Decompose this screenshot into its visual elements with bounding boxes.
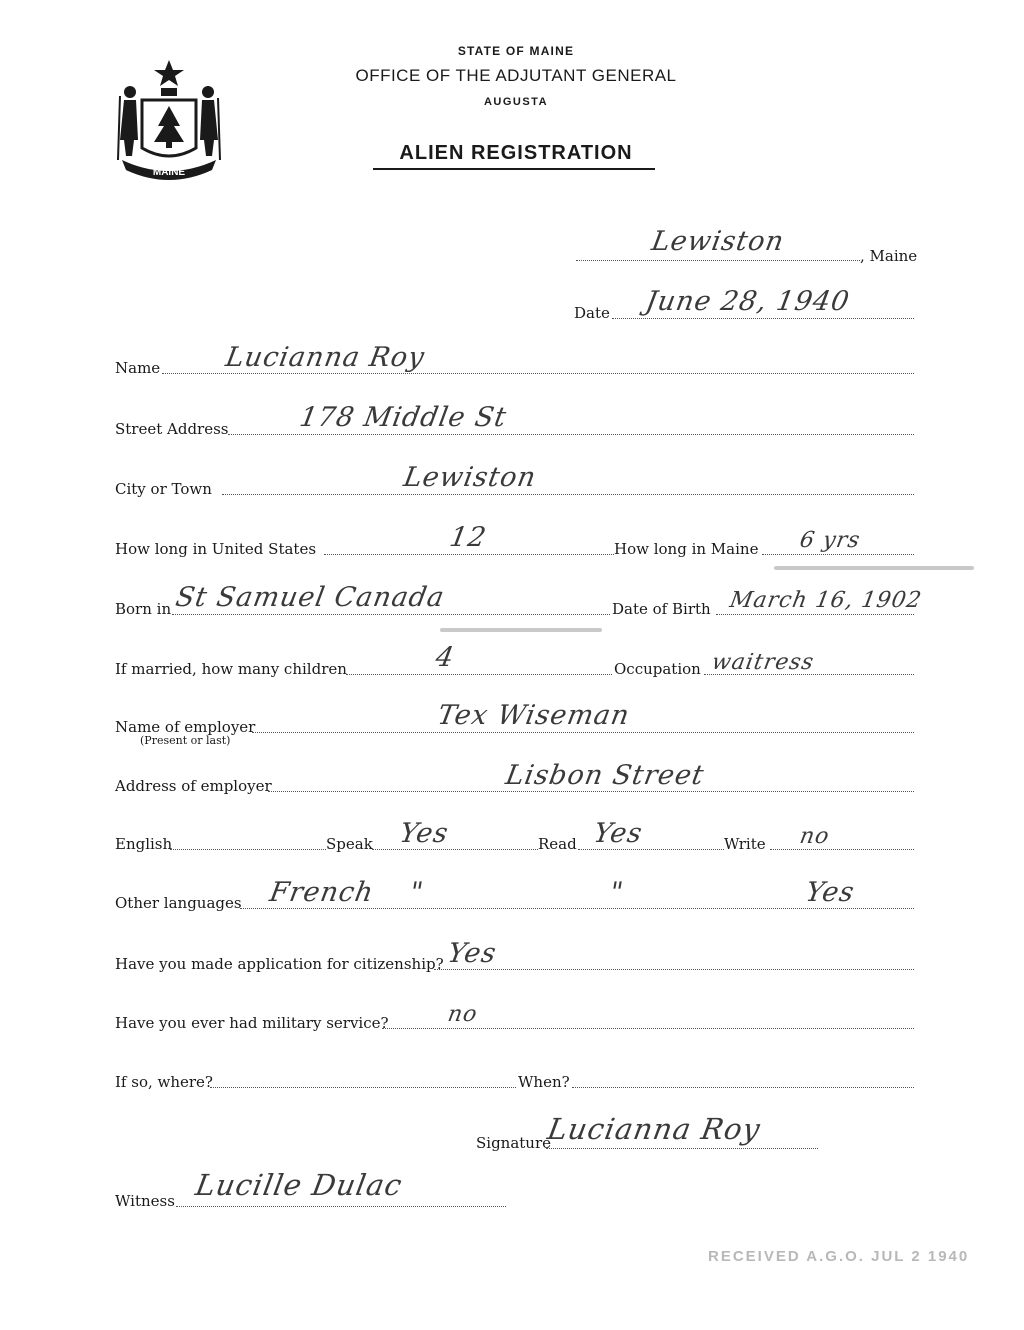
header-city: AUGUSTA [483,96,549,108]
where-line [210,1087,516,1088]
dob-line [716,614,914,615]
how-long-maine-line [762,554,914,555]
speak-entry: Yes [397,818,452,849]
place-entry: Lewiston [649,226,787,257]
other-write-entry: Yes [803,877,858,908]
how-long-us-line [324,554,614,555]
read-entry: Yes [591,818,646,849]
employer-sublabel: (Present or last) [140,734,231,747]
read-line [578,849,724,850]
ink-smudge [440,628,602,632]
when-label: When? [518,1073,570,1091]
born-in-line [172,614,610,615]
english-line [170,849,326,850]
when-line [572,1087,914,1088]
witness-entry: Lucille Dulac [193,1168,406,1202]
city-line [222,494,914,495]
occupation-label: Occupation [614,660,701,678]
military-entry: no [445,1002,480,1027]
witness-label: Witness [115,1192,175,1210]
employer-entry: Tex Wiseman [435,700,633,731]
citizenship-line [434,969,914,970]
children-label: If married, how many children [115,660,347,678]
employer-address-label: Address of employer [115,777,272,795]
name-line [162,373,914,374]
ink-smudge [774,566,974,570]
write-line [770,849,914,850]
dob-entry: March 16, 1902 [727,588,924,613]
header-office: OFFICE OF THE ADJUTANT GENERAL [355,66,677,85]
english-label: English [115,835,173,853]
born-in-label: Born in [115,600,172,618]
children-entry: 4 [433,642,457,673]
write-label: Write [724,835,766,853]
speak-line [372,849,538,850]
employer-address-entry: Lisbon Street [503,760,707,791]
occupation-entry: waitress [709,650,817,675]
military-line [382,1028,914,1029]
signature-line [546,1148,818,1149]
street-label: Street Address [115,420,229,438]
header-state: STATE OF MAINE [457,44,575,58]
date-label: Date [574,304,610,322]
citizenship-label: Have you made application for citizenship? [115,955,444,973]
write-entry: no [797,824,832,849]
maine-label: , Maine [860,247,918,265]
name-label: Name [115,359,161,377]
how-long-us-label: How long in United States [115,540,317,558]
other-speak-entry: " [407,877,427,908]
name-entry: Lucianna Roy [223,342,428,373]
citizenship-entry: Yes [445,938,500,969]
signature-entry: Lucianna Roy [545,1112,764,1146]
read-label: Read [538,835,577,853]
street-line [228,434,914,435]
employer-label: Name of employer [115,718,256,736]
born-in-entry: St Samuel Canada [173,582,448,613]
children-line [346,674,612,675]
city-label: City or Town [115,480,212,498]
date-entry: June 28, 1940 [643,286,853,317]
how-long-maine-label: How long in Maine [614,540,759,558]
street-entry: 178 Middle St [297,402,510,433]
other-languages-label: Other languages [115,894,242,912]
signature-label: Signature [476,1134,552,1152]
speak-label: Speak [326,835,373,853]
date-line [612,318,914,319]
how-long-us-entry: 12 [447,522,490,553]
witness-line [176,1206,506,1207]
svg-text:MAINE: MAINE [152,167,186,178]
title-underline [373,168,655,170]
employer-address-line [268,791,914,792]
other-read-entry: " [607,877,627,908]
dob-label: Date of Birth [612,600,711,618]
city-entry: Lewiston [401,462,539,493]
received-stamp: RECEIVED A.G.O. JUL 2 1940 [708,1248,970,1265]
where-label: If so, where? [115,1073,213,1091]
employer-line [252,732,914,733]
other-languages-line [240,908,914,909]
how-long-maine-entry: 6 yrs [797,528,863,553]
other-language-entry: French [267,877,377,908]
place-line [576,260,860,261]
military-label: Have you ever had military service? [115,1014,389,1032]
form-title: ALIEN REGISTRATION [399,142,633,164]
